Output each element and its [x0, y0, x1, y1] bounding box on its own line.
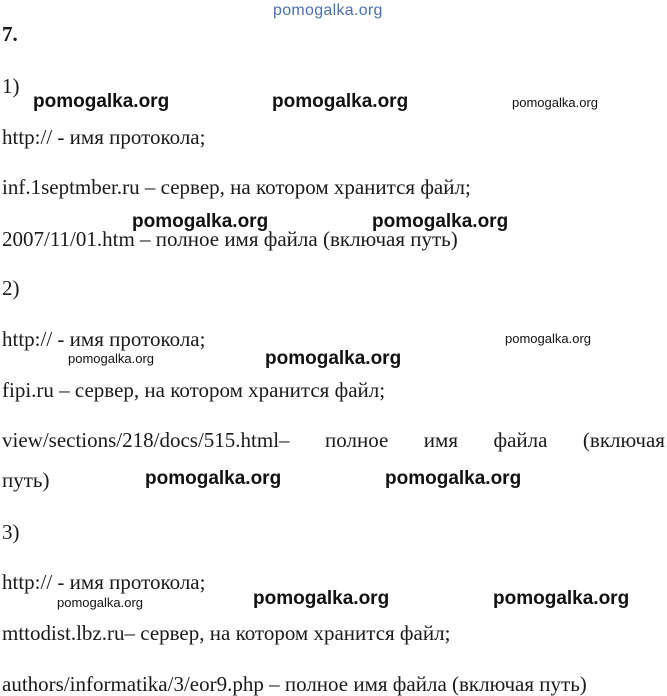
- item-1-path: 2007/11/01.htm – полное имя файла (включая путь): [2, 227, 458, 251]
- item-2-path-word: (включая: [582, 428, 665, 452]
- task-number: 7.: [2, 22, 18, 46]
- watermark: pomogalka.org: [372, 211, 509, 232]
- watermark: pomogalka.org: [68, 351, 154, 366]
- watermark: pomogalka.org: [385, 468, 522, 489]
- watermark: pomogalka.org: [57, 595, 143, 610]
- item-3-protocol: http:// - имя протокола;: [2, 570, 206, 594]
- watermark: pomogalka.org: [265, 348, 402, 369]
- item-2-label: 2): [2, 276, 20, 300]
- item-2-protocol: http:// - имя протокола;: [2, 327, 206, 351]
- item-2-path-word: имя: [423, 428, 458, 452]
- site-watermark-top: pomogalka.org: [273, 2, 383, 19]
- watermark: pomogalka.org: [493, 588, 630, 609]
- item-3-label: 3): [2, 520, 20, 544]
- item-2-path-word: view/sections/218/docs/515.html–: [2, 428, 290, 452]
- item-2-path-word: полное: [325, 428, 389, 452]
- item-2-path-end: путь): [2, 468, 50, 492]
- watermark: pomogalka.org: [145, 468, 282, 489]
- item-2-path-word: файла: [493, 428, 548, 452]
- watermark: pomogalka.org: [132, 211, 269, 232]
- watermark: pomogalka.org: [505, 331, 591, 346]
- item-1-label: 1): [2, 74, 20, 98]
- watermark: pomogalka.org: [512, 95, 598, 110]
- watermark: pomogalka.org: [33, 91, 170, 112]
- item-1-server: inf.1septmber.ru – сервер, на котором хранится файл;: [2, 175, 471, 199]
- item-2-path: [2, 428, 665, 452]
- watermark: pomogalka.org: [253, 588, 390, 609]
- item-3-server: mttodist.lbz.ru– сервер, на котором хранится файл;: [2, 621, 451, 645]
- item-3-path: authors/informatika/3/eor9.php – полное имя файла (включая путь): [2, 672, 587, 696]
- item-2-server: fipi.ru – сервер, на котором хранится файл;: [2, 378, 386, 402]
- item-1-protocol: http:// - имя протокола;: [2, 125, 206, 149]
- watermark: pomogalka.org: [272, 91, 409, 112]
